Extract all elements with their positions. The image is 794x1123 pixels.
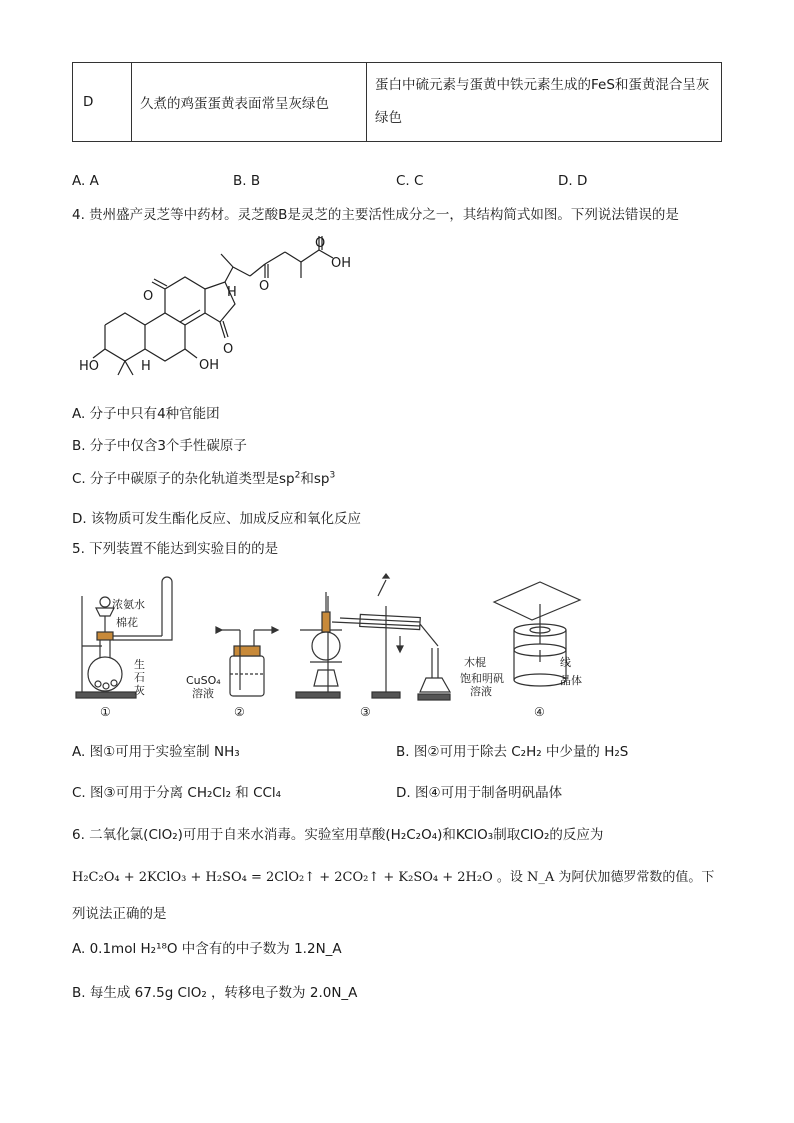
q3-option-b[interactable]: B. B [233,173,261,189]
row-label: D [73,63,132,142]
label-saturated-2: 溶液 [470,685,492,698]
label-lime-1: 生 [134,658,145,671]
answer-table-row-d [72,62,722,142]
label-fig-1: ① [100,705,111,719]
q6-stem-line-1: 6. 二氧化氯(ClO₂)可用于自来水消毒。实验室用草酸(H₂C₂O₄)和KClO₃制取ClO₂的反应为 [72,827,604,843]
h-atom-1: H [141,359,151,374]
ketone-o-1: O [143,289,154,304]
ganoderic-acid-structure [75,232,375,392]
label-lime-3: 灰 [134,684,145,697]
label-ammonia: 浓氨水 [112,598,145,611]
acid-o: O [315,236,326,251]
q5-option-c[interactable]: C. 图③可用于分离 CH₂Cl₂ 和 CCl₄ [72,785,282,801]
q3-option-d[interactable]: D. D [558,173,588,189]
q5-stem: 5. 下列装置不能达到实验目的的是 [72,541,279,557]
q5-apparatus-figure [70,566,630,722]
q3-option-c[interactable]: C. C [396,173,424,189]
row-phenomenon: 久煮的鸡蛋蛋黄表面常呈灰绿色 [132,63,367,142]
q6-option-a[interactable]: A. 0.1mol H₂¹⁸O 中含有的中子数为 1.2N_A [72,941,342,957]
acid-oh: OH [331,256,352,271]
q4-option-c[interactable] [72,467,335,487]
q5-option-a[interactable]: A. 图①可用于实验室制 NH₃ [72,744,240,760]
label-cotton: 棉花 [116,616,138,629]
q6-option-b[interactable]: B. 每生成 67.5g ClO₂ ，转移电子数为 2.0N_A [72,985,358,1001]
q4-option-b[interactable]: B. 分子中仅含3个手性碳原子 [72,438,247,454]
ketone-o-2: O [223,342,234,357]
oh-right: OH [199,358,220,373]
label-solution: 溶液 [192,687,214,700]
label-cuso4: CuSO₄ [186,674,221,687]
q5-option-d[interactable]: D. 图④可用于制备明矾晶体 [396,785,563,801]
q6-equation-line: H₂C₂O₄ + 2KClO₃ + H₂SO₄ = 2ClO₂↑ + 2CO₂↑ + K₂SO₄ + 2H₂O 。设 N_A 为阿伏加德罗常数的值。下 [72,870,715,885]
q4-option-c-mid: 和sp [300,471,330,487]
label-fig-3: ③ [360,705,371,719]
label-thread: 线 [560,656,571,669]
label-fig-4: ④ [534,705,545,719]
q4-option-c-sup3: 3 [329,470,336,481]
q3-option-a[interactable]: A. A [72,173,99,189]
label-crystal: 晶体 [560,674,582,687]
q4-option-a[interactable]: A. 分子中只有4种官能团 [72,406,220,422]
q5-option-b[interactable]: B. 图②可用于除去 C₂H₂ 中少量的 H₂S [396,744,629,760]
label-stick: 木棍 [464,656,486,669]
ketone-o-3: O [259,279,270,294]
label-saturated-1: 饱和明矾 [460,672,504,685]
q4-option-c-text: C. 分子中碳原子的杂化轨道类型是sp [72,471,295,487]
q4-option-c-sup2: 2 [294,470,301,481]
row-explanation: 蛋白中硫元素与蛋黄中铁元素生成的FeS和蛋黄混合呈灰绿色 [367,63,722,142]
h-atom-2: H [227,285,237,300]
q4-stem: 4. 贵州盛产灵芝等中药材。灵芝酸B是灵芝的主要活性成分之一，其结构简式如图。下列说法错误的是 [72,207,679,223]
label-lime-2: 石 [134,671,145,684]
ho-left: HO [79,359,100,374]
q4-option-d[interactable]: D. 该物质可发生酯化反应、加成反应和氧化反应 [72,511,361,527]
label-fig-2: ② [234,705,245,719]
q6-stem-line-3: 列说法正确的是 [72,906,167,922]
